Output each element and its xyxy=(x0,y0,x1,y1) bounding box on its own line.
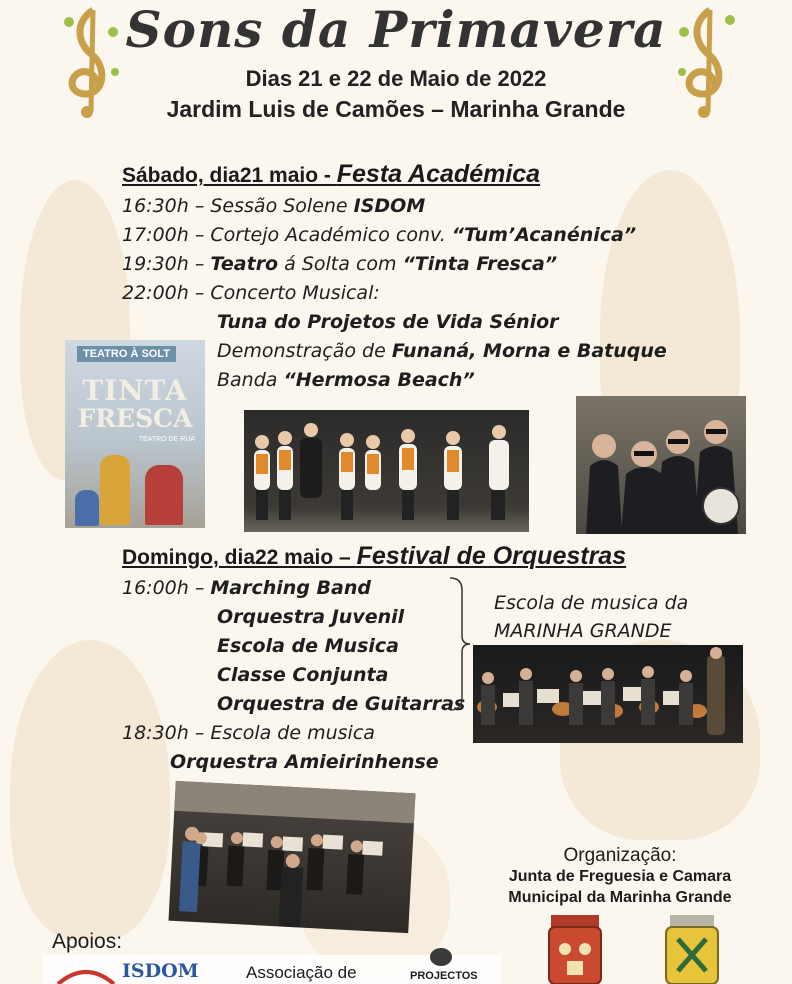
program-line: 19:30h – Teatro á Solta com “Tinta Fresca” xyxy=(122,253,558,275)
marinha-grande-coat-of-arms-icon xyxy=(535,915,615,984)
hermosa-beach-band-photo xyxy=(576,396,746,534)
group-line: Escola de Musica xyxy=(217,635,399,657)
school-note-1: Escola de musica da xyxy=(494,592,689,614)
organization-label: Organização: xyxy=(563,845,677,866)
group-line: Orquestra de Guitarras xyxy=(217,693,466,715)
isdom-logo-text: ISDOM xyxy=(122,960,199,982)
program-line: 16:30h – Sessão Solene ISDOM xyxy=(122,195,426,217)
concert-line: Tuna do Projetos de Vida Sénior xyxy=(217,311,559,333)
event-dates: Dias 21 e 22 de Maio de 2022 xyxy=(245,66,547,91)
sunday-heading xyxy=(122,542,626,571)
projectos-owl-icon xyxy=(430,948,452,966)
associacao-text: Associação de xyxy=(246,963,357,982)
page-title: Sons da Primavera xyxy=(125,0,667,59)
concert-line: Banda “Hermosa Beach” xyxy=(217,369,475,391)
program-line: 18:30h – Escola de musica xyxy=(122,722,375,744)
isdom-logo-icon xyxy=(56,964,116,984)
sunday-day: Domingo, dia22 maio – xyxy=(122,546,357,569)
school-note-2: MARINHA GRANDE xyxy=(494,620,672,642)
organization-line-2: Municipal da Marinha Grande xyxy=(508,889,732,906)
supports-label: Apoios: xyxy=(52,930,123,953)
sunday-event: Festival de Orquestras xyxy=(356,542,627,570)
event-location: Jardim Luis de Camões – Marinha Grande xyxy=(166,96,626,122)
saturday-day: Sábado, dia21 maio - xyxy=(122,164,337,187)
saturday-heading xyxy=(122,160,540,189)
orquestra-amieirinhense-photo xyxy=(169,781,416,933)
bg-silhouette xyxy=(10,640,170,940)
program-line: 16:00h – Marching Band xyxy=(122,577,371,599)
tuna-stage-photo xyxy=(244,410,529,532)
group-line: Orquestra Amieirinhense xyxy=(170,751,439,773)
saturday-event: Festa Académica xyxy=(336,160,541,188)
poster-title-1: TINTA xyxy=(82,374,188,407)
poster-title-2: FRESCA xyxy=(77,404,193,433)
program-line: 22:00h – Concerto Musical: xyxy=(122,282,380,304)
concert-line: Demonstração de Funaná, Morna e Batuque xyxy=(217,340,667,362)
poster-small: TEATRO DE RUA xyxy=(138,436,195,443)
tinta-fresca-poster xyxy=(65,340,205,528)
projectos-text: PROJECTOS xyxy=(410,970,478,982)
group-line: Classe Conjunta xyxy=(217,664,389,686)
group-line: Orquestra Juvenil xyxy=(217,606,405,628)
freguesia-coat-of-arms-icon xyxy=(652,915,732,984)
escola-musica-photo xyxy=(473,645,743,743)
program-line: 17:00h – Cortejo Académico conv. “Tum’Acanénica” xyxy=(122,224,637,246)
organization-line-1: Junta de Freguesia e Camara xyxy=(508,868,732,885)
group-bracket xyxy=(448,574,472,714)
poster-banner: TEATRO À SOLT xyxy=(77,346,176,362)
